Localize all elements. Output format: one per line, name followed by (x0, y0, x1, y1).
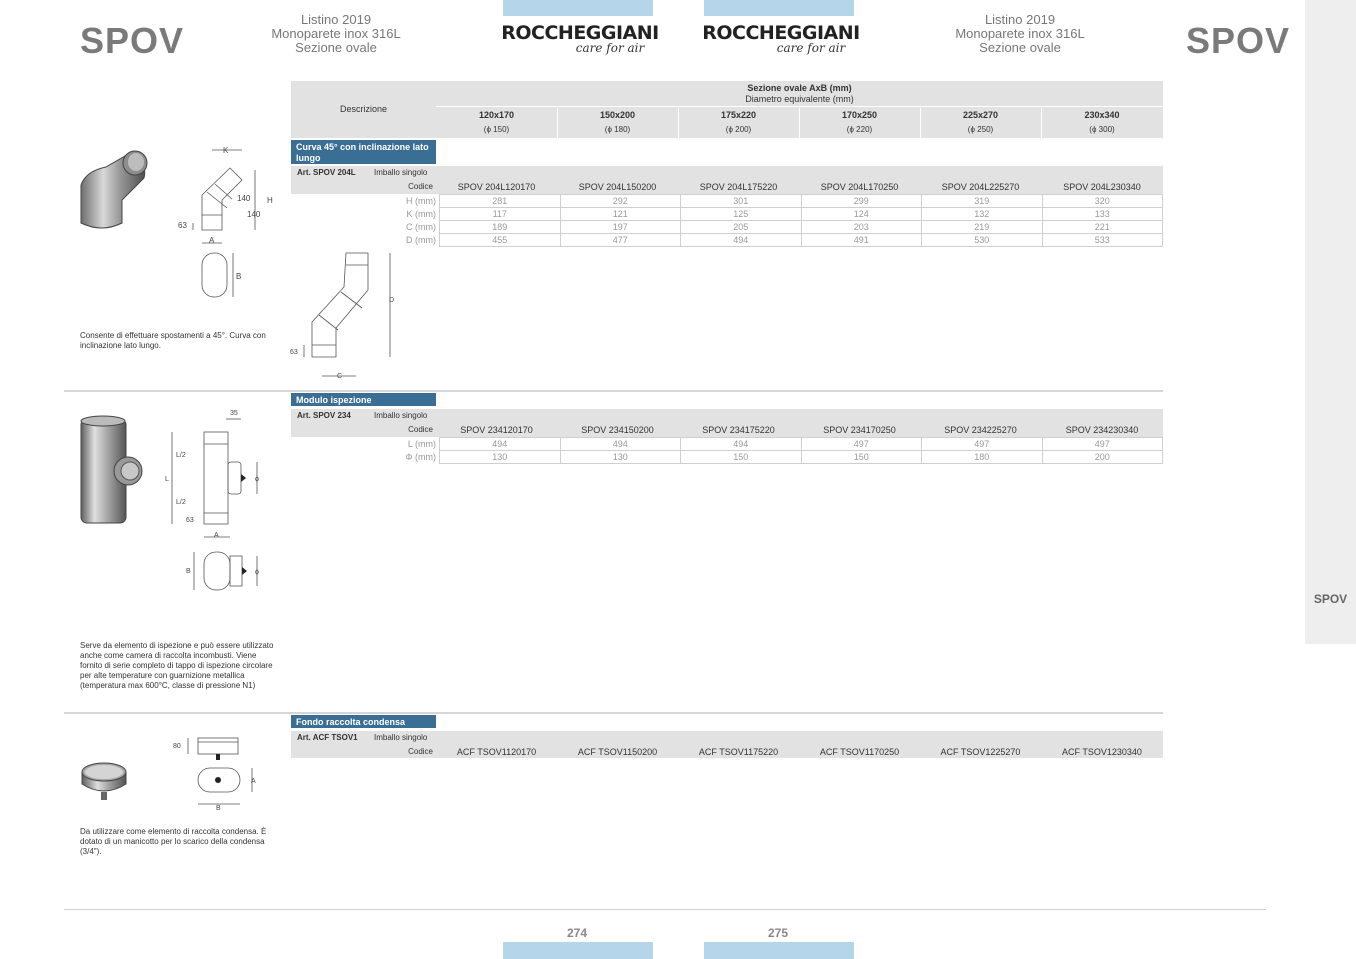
size-col (1041, 108, 1163, 138)
section-title-modulo: Modulo ispezione (291, 393, 436, 406)
product-code[interactable]: SPOV 234225270 (944, 425, 1017, 435)
bottom-accent-bar-right (704, 942, 854, 959)
table-cell: 494 (681, 438, 802, 451)
section-divider (64, 390, 1163, 392)
diameter-label: (ϕ 250) (967, 125, 994, 134)
page-header-right (935, 13, 1105, 55)
code-label: Codice (408, 182, 433, 191)
product-code[interactable]: ACF TSOV1175220 (698, 747, 779, 757)
table-cell: 494 (681, 234, 802, 247)
side-tab-label[interactable]: SPOV (1313, 592, 1348, 606)
drain-fitting (216, 754, 220, 760)
diameter-label: (ϕ 200) (725, 125, 752, 134)
packing-label: Imballo singolo (374, 168, 428, 177)
series-code-left: SPOV (80, 20, 185, 61)
top-accent-bar-left (503, 0, 653, 16)
art-code: Art. SPOV 204L (297, 168, 356, 177)
dim-63b: 63 (290, 349, 298, 356)
dim-b: B (236, 272, 242, 281)
section-title-header: Sezione ovale AxB (mm) (747, 83, 852, 93)
code-label: Codice (408, 747, 433, 756)
side-tab-corner (1305, 620, 1356, 644)
table-row (380, 208, 1163, 221)
product-code[interactable]: ACF TSOV1170250 (819, 747, 900, 757)
diameter-label: (ϕ 300) (1089, 125, 1115, 134)
page-number-right: 275 (768, 926, 789, 940)
art-code: Art. ACF TSOV1 (297, 733, 358, 742)
dim-l2a: L/2 (176, 452, 186, 459)
dim-140a: 140 (237, 194, 251, 203)
table-row (380, 438, 1163, 451)
page-header-left (251, 13, 421, 55)
description-fondo: Da utilizzare come elemento di raccolta condensa. È dotato di un manicotto per lo scarico della condensa (3/4"). (80, 827, 267, 856)
dim-d: D (389, 297, 395, 304)
bottom-accent-bar-left (503, 942, 653, 959)
dim-a: A (251, 778, 256, 785)
table-cell: 221 (1042, 221, 1163, 234)
size-col (799, 108, 921, 138)
table-cell: 205 (681, 221, 802, 234)
table-cell: 200 (1042, 451, 1163, 464)
table-cell: 132 (922, 208, 1043, 221)
dim-l: L (165, 476, 169, 483)
brand-logo-right (701, 22, 861, 55)
table-cell: 491 (801, 234, 922, 247)
brand-tagline: care for air (575, 41, 645, 55)
table-cell: 125 (681, 208, 802, 221)
product-code[interactable]: SPOV 204L150200 (578, 182, 657, 192)
size-label: 170x250 (841, 110, 878, 120)
table-cell: 189 (440, 221, 561, 234)
dim-l2b: L/2 (176, 499, 186, 506)
codes-row (436, 747, 1163, 759)
header-line-3: Sezione ovale (979, 40, 1061, 55)
section-divider (64, 712, 1163, 714)
modulo-drawing (160, 407, 270, 597)
table-cell: 281 (440, 195, 561, 208)
dim-phi2: ϕ (255, 569, 259, 576)
packing-label: Imballo singolo (374, 411, 428, 420)
table-cell: 130 (560, 451, 681, 464)
table-cell: 497 (1042, 438, 1163, 451)
table-cell: 219 (922, 221, 1043, 234)
size-label: 225x270 (962, 110, 999, 120)
dim-b: B (186, 568, 191, 575)
table-cell: 494 (560, 438, 681, 451)
codes-row (436, 425, 1163, 437)
table-cell: 197 (560, 221, 681, 234)
size-col (436, 108, 558, 138)
dim-35: 35 (230, 410, 238, 417)
size-label: 175x220 (720, 110, 757, 120)
dim-80: 80 (173, 743, 181, 750)
dim-phi: ϕ (255, 476, 259, 483)
table-cell: 530 (922, 234, 1043, 247)
table-row (380, 234, 1163, 247)
product-code[interactable]: SPOV 204L230340 (1063, 182, 1141, 192)
table-cell: 477 (560, 234, 681, 247)
row-label: Φ (mm) (405, 452, 436, 462)
description-curva: Consente di effettuare spostamenti a 45°. Curva con inclinazione lato lungo. (80, 331, 266, 350)
dim-63: 63 (178, 221, 187, 230)
size-col (678, 108, 800, 138)
packing-label: Imballo singolo (374, 733, 428, 742)
size-col (920, 108, 1042, 138)
row-label: H (mm) (406, 196, 436, 206)
size-label: 230x340 (1084, 110, 1120, 120)
diameter-label: (ϕ 150) (483, 125, 510, 134)
product-code[interactable]: SPOV 234230340 (1065, 425, 1139, 435)
product-code[interactable]: SPOV 234170250 (823, 425, 896, 435)
table-cell: 299 (801, 195, 922, 208)
header-line-1: Listino 2019 (984, 12, 1056, 27)
series-code-right: SPOV (1186, 20, 1291, 61)
top-accent-bar-right (704, 0, 854, 16)
brand-logo-left (500, 22, 660, 55)
product-code[interactable]: SPOV 234120170 (460, 425, 533, 435)
product-code[interactable]: SPOV 204L170250 (820, 182, 899, 192)
table-cell: 497 (922, 438, 1043, 451)
cap-marker (242, 567, 247, 575)
table-cell: 150 (681, 451, 802, 464)
product-code[interactable]: SPOV 204L225270 (941, 182, 1020, 192)
header-line-1: Listino 2019 (300, 12, 372, 27)
product-code[interactable]: SPOV 204L120170 (457, 182, 536, 192)
table-cell: 133 (1042, 208, 1163, 221)
header-line-2: Monoparete inox 316L (271, 26, 401, 41)
table-cell: 497 (801, 438, 922, 451)
brand-tagline: care for air (776, 41, 846, 55)
header-divider (436, 106, 1163, 107)
table-cell: 180 (922, 451, 1043, 464)
table-cell: 533 (1042, 234, 1163, 247)
fondo-photo (78, 758, 133, 803)
product-code[interactable]: ACF TSOV1150200 (577, 747, 658, 757)
footer-rule (64, 909, 1266, 910)
product-code[interactable]: ACF TSOV1225270 (940, 747, 1021, 757)
diameter-label: (ϕ 220) (846, 125, 873, 134)
curva-drawing-offset (286, 250, 401, 385)
drain-hole (215, 777, 221, 783)
cap-marker (241, 474, 246, 482)
brand-name: ROCCHEGGIANI (702, 22, 860, 44)
side-tab (1305, 0, 1356, 644)
page-number-left: 274 (567, 926, 588, 940)
table-cell: 292 (560, 195, 681, 208)
table-cell: 319 (922, 195, 1043, 208)
curva-photo (78, 145, 153, 230)
row-label: C (mm) (406, 222, 436, 232)
size-label: 150x200 (599, 110, 636, 120)
codes-row (436, 182, 1163, 194)
table-cell: 494 (440, 438, 561, 451)
table-cell: 124 (801, 208, 922, 221)
table-cell: 130 (440, 451, 561, 464)
size-col (557, 108, 679, 138)
code-label: Codice (408, 425, 433, 434)
modulo-photo (78, 413, 148, 528)
product-code[interactable]: ACF TSOV1120170 (456, 747, 537, 757)
dimension-table-curva (380, 194, 1163, 247)
dim-c: C (337, 373, 343, 380)
product-code[interactable]: SPOV 234175220 (702, 425, 775, 435)
table-cell: 117 (440, 208, 561, 221)
description-modulo: Serve da elemento di ispezione e può essere utilizzato anche come camera di raccolta incombusti. Viene fornito di serie completo di tappo di ispezione circolare per alte temperature con guarnizione metallica (temperatura max 600°C, classe di pressione N1) (80, 641, 274, 690)
table-cell: 150 (801, 451, 922, 464)
product-code[interactable]: SPOV 204L175220 (699, 182, 778, 192)
dim-h: H (267, 196, 273, 205)
section-title-fondo: Fondo raccolta condensa (291, 715, 436, 728)
product-code[interactable]: ACF TSOV1230340 (1062, 747, 1142, 757)
section-title-curva: Curva 45° con inclinazione lato lungo (291, 140, 436, 164)
product-code[interactable]: SPOV 234150200 (581, 425, 654, 435)
section-subtitle-header: Diametro equivalente (mm) (745, 94, 854, 104)
header-line-3: Sezione ovale (295, 40, 377, 55)
table-cell: 320 (1042, 195, 1163, 208)
size-columns-header (436, 108, 1163, 138)
descrizione-header: Descrizione (339, 104, 388, 114)
table-row (380, 195, 1163, 208)
row-label: K (mm) (406, 209, 436, 219)
curva-drawing-side (175, 145, 280, 305)
dim-a: A (209, 236, 215, 245)
row-label: D (mm) (406, 235, 436, 245)
table-row (380, 221, 1163, 234)
size-label: 120x170 (478, 110, 515, 120)
table-cell: 455 (440, 234, 561, 247)
table-cell: 301 (681, 195, 802, 208)
dim-140b: 140 (247, 210, 261, 219)
dim-a: A (214, 532, 219, 539)
header-line-2: Monoparete inox 316L (955, 26, 1085, 41)
art-code: Art. SPOV 234 (297, 411, 351, 420)
diameter-label: (ϕ 180) (604, 125, 631, 134)
dim-63: 63 (186, 517, 194, 524)
table-cell: 121 (560, 208, 681, 221)
dim-k: K (223, 146, 229, 155)
table-cell: 203 (801, 221, 922, 234)
fondo-drawing (168, 733, 268, 813)
dimension-table-modulo (380, 437, 1163, 464)
table-row (380, 451, 1163, 464)
dim-b: B (216, 805, 221, 812)
brand-name: ROCCHEGGIANI (501, 22, 659, 44)
row-label: L (mm) (407, 439, 436, 449)
